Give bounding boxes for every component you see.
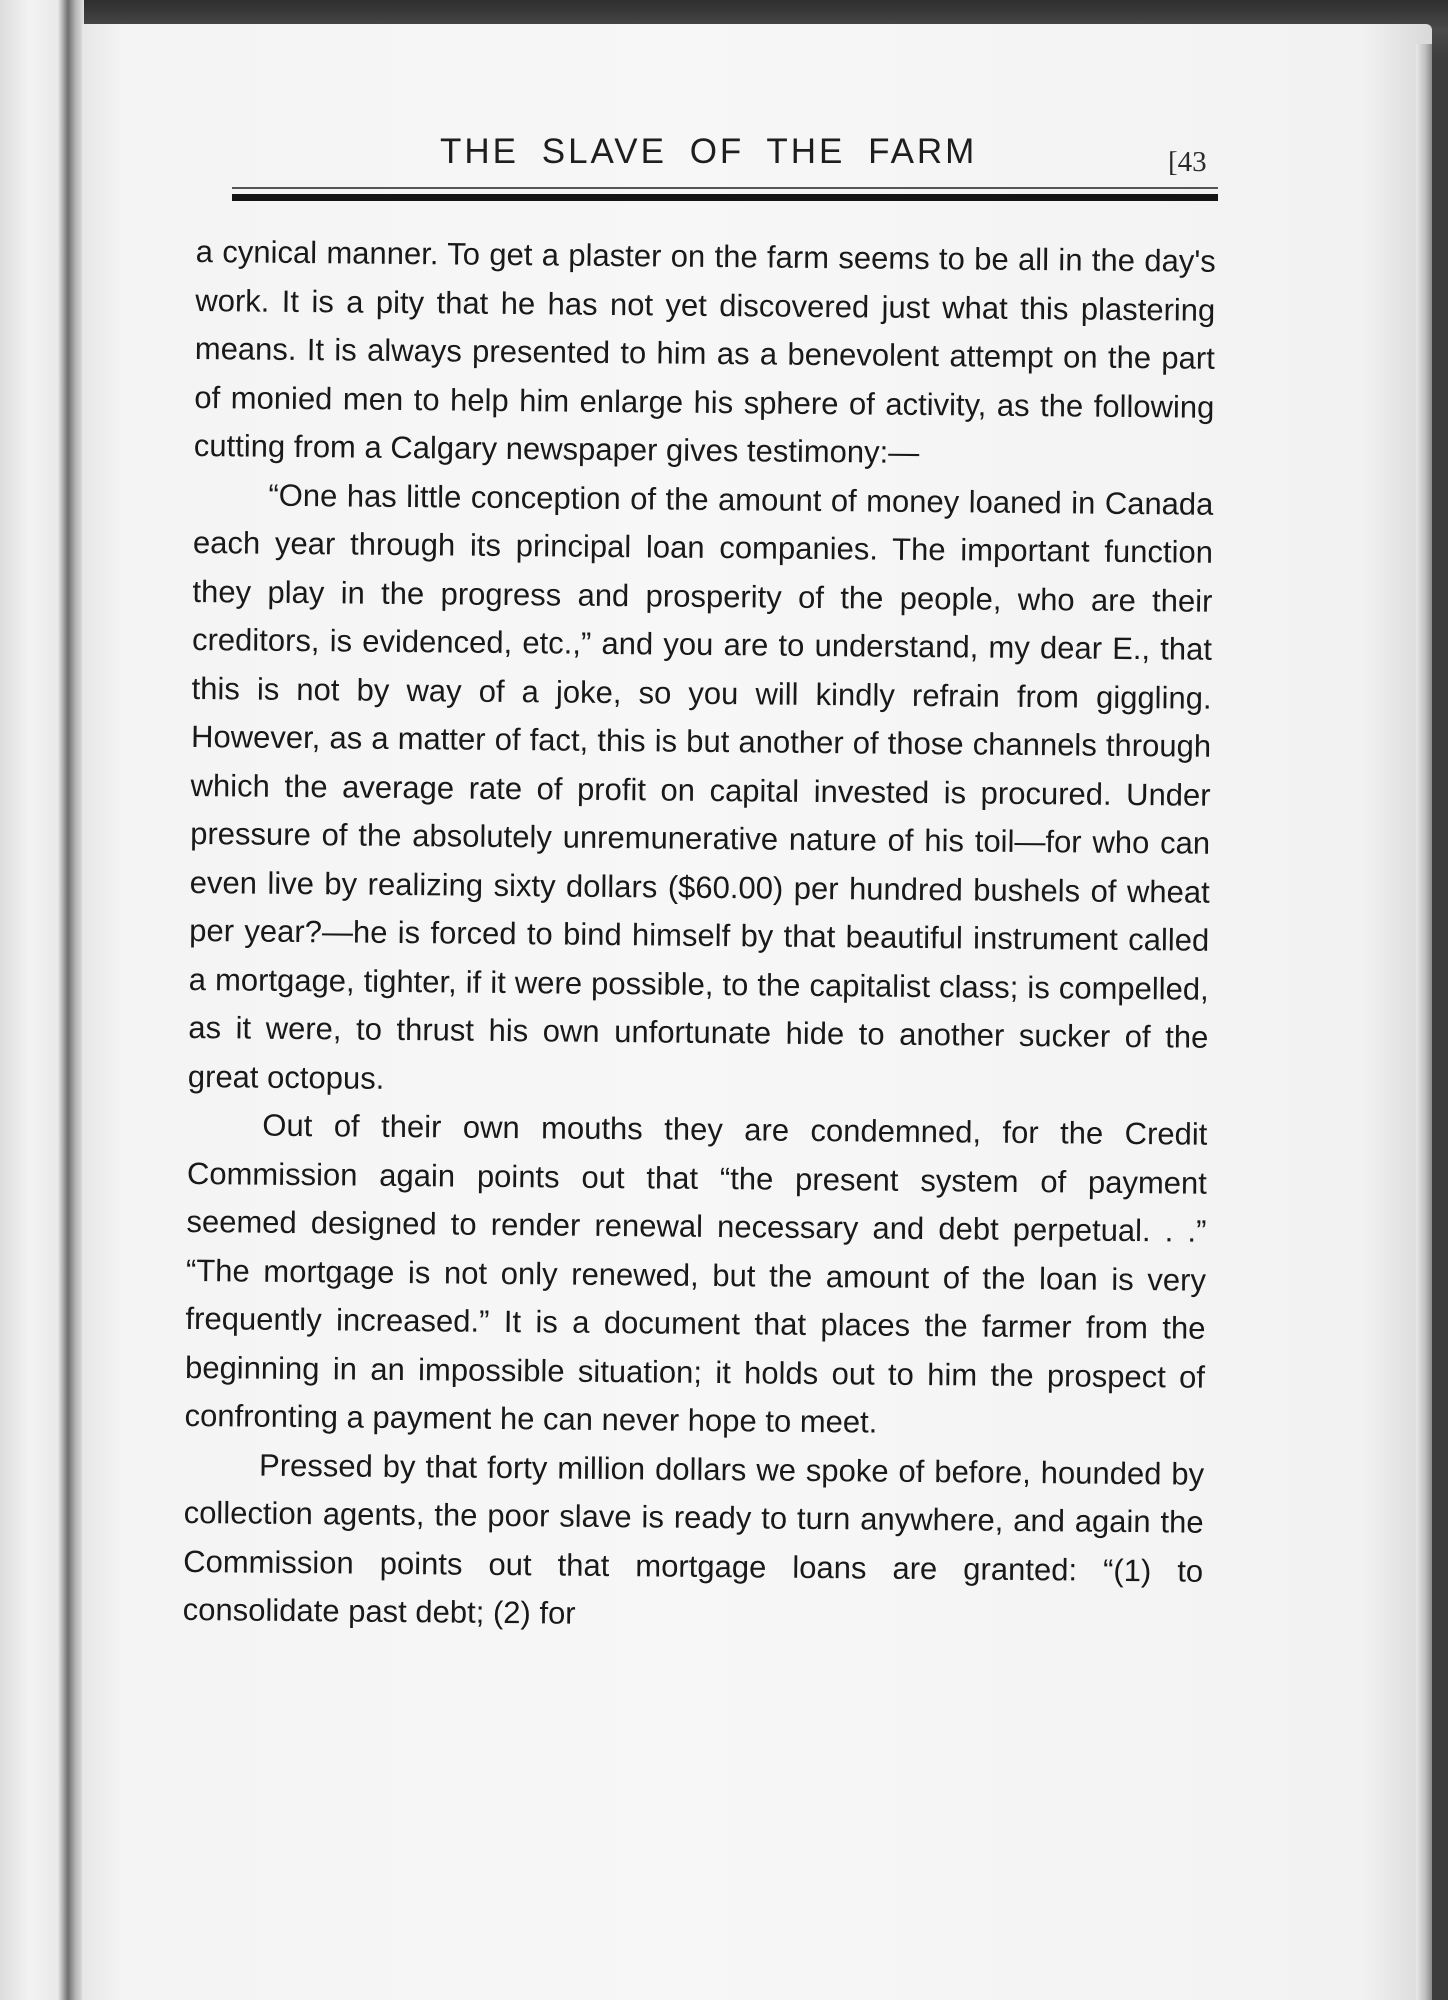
header-rule-thick — [232, 194, 1218, 201]
running-head — [0, 132, 1410, 182]
page-fore-edge — [1416, 44, 1432, 2000]
paragraph-4: Pressed by that forty million dollars we spoke of before, hounded by collection agents, the poor slave is ready to turn anywhere, and again the Commission points out that mortgage loans are granted: “(1) to consolidate past debt; (2) for — [182, 1447, 1205, 1631]
body-text — [182, 228, 1215, 1644]
facing-page-edge — [0, 0, 84, 2000]
header-rule-thin — [232, 187, 1218, 189]
paragraph-3: Out of their own mouths they are condemned, for the Credit Commission again points out that “the present system of payment seemed designed to render renewal necessary and debt perpetual. . .” “The mortgage is not only renewed, but the amount of the loan is very frequently increased.” It is a document that places the farmer from the beginning in an impossible situation; it holds out to him the prospect of confronting a payment he can never hope to meet. — [184, 1107, 1208, 1440]
running-head-title: THE SLAVE OF THE FARM — [440, 132, 978, 171]
page-number: [43 — [1168, 146, 1207, 178]
paragraph-1: a cynical manner. To get a plaster on the farm seems to be all in the day's work. It is a pity that he has not yet discovered just what this plastering means. It is always presented to him as a benevolent attempt on the part of monied men to help him enlarge his sphere of activity, as the following cutting from a Calgary newspaper gives testimony:— — [193, 233, 1216, 470]
paragraph-2: “One has little conception of the amount of money loaned in Canada each year through its principal loan companies. The important function they play in the progress and prosperity of the people, who are their creditors, is evidenced, etc.,” and you are to understand, my dear E., that this is not by way of a joke, so you will kindly refrain from giggling. However, as a matter of fact, this is but another of those channels through which the average rate of profit on capital invested is procured. Under pressure of the absolutely unremunerative nature of his toil—for who can even live by realizing sixty dollars ($60.00) per hundred bushels of wheat per year?—he is forced to bind himself by that beautiful instrument called a mortgage, tighter, if it were possible, to the capitalist class; is compelled, as it were, to thrust his own unfortunate hide to another sucker of the great octopus. — [187, 477, 1214, 1096]
